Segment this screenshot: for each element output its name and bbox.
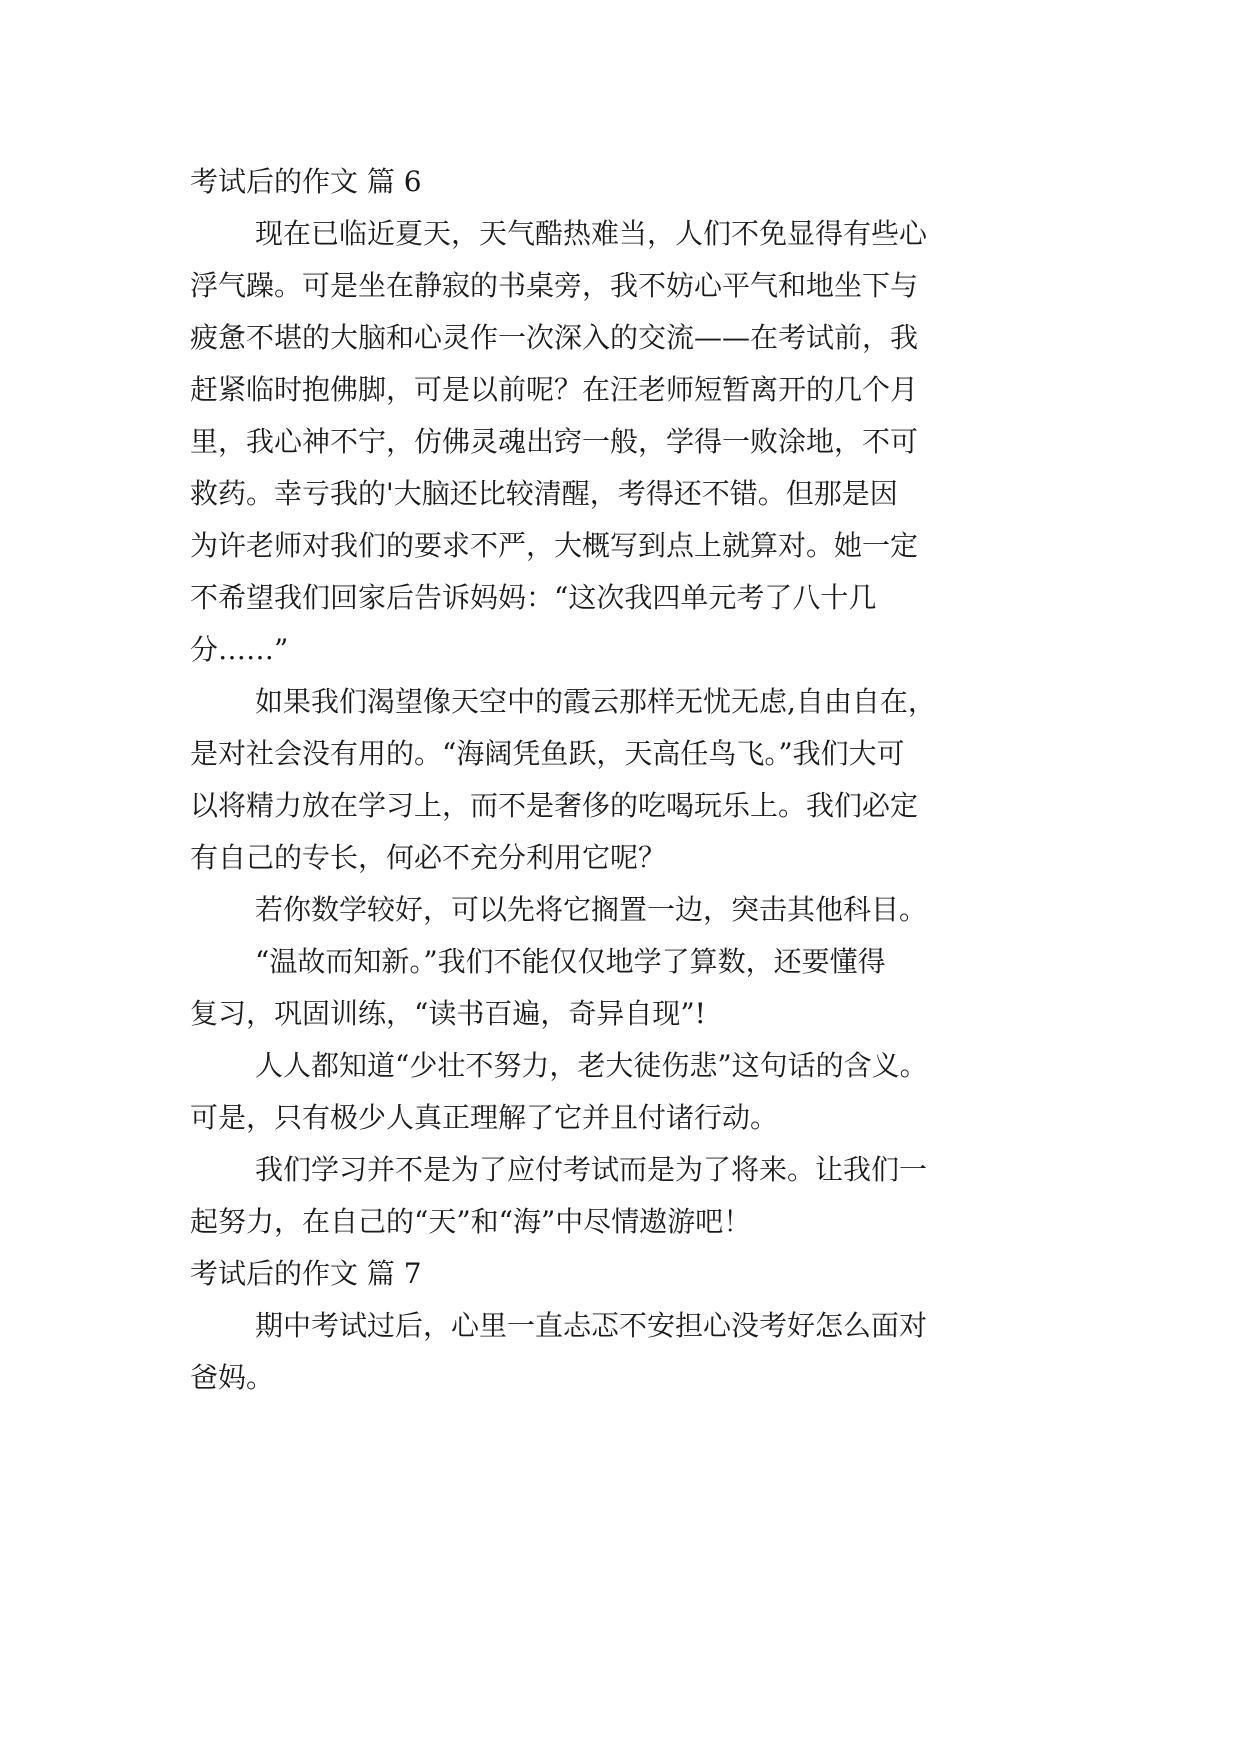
paragraph-line: 起努力，在自己的“天”和“海”中尽情遨游吧！ [190, 1205, 752, 1238]
paragraph-line: 赶紧临时抱佛脚，可是以前呢？在汪老师短暂离开的几个月 [190, 373, 919, 406]
paragraph-line: 期中考试过后，心里一直忐忑不安担心没考好怎么面对 [255, 1309, 928, 1342]
paragraph-line: 为许老师对我们的要求不严，大概写到点上就算对。她一定 [190, 529, 919, 562]
paragraph-line: “温故而知新。”我们不能仅仅地学了算数，还要懂得 [255, 945, 886, 978]
paragraph-line: 若你数学较好，可以先将它搁置一边，突击其他科目。 [255, 893, 928, 926]
paragraph-line: 分……” [190, 633, 289, 666]
paragraph-line: 现在已临近夏天，天气酷热难当，人们不免显得有些心 [255, 217, 928, 250]
paragraph-line: 有自己的专长，何必不充分利用它呢？ [190, 841, 667, 874]
section-heading: 考试后的作文 篇 6 [190, 165, 422, 198]
section-heading: 考试后的作文 篇 7 [190, 1257, 422, 1290]
paragraph-line: 复习，巩固训练，“读书百遍，奇异自现”! [190, 997, 706, 1030]
paragraph-line: 浮气躁。可是坐在静寂的书桌旁，我不妨心平气和地坐下与 [190, 269, 919, 302]
paragraph-line: 救药。幸亏我的'大脑还比较清醒，考得还不错。但那是因 [190, 477, 898, 510]
paragraph-line: 我们学习并不是为了应付考试而是为了将来。让我们一 [255, 1153, 928, 1186]
paragraph-line: 以将精力放在学习上，而不是奢侈的吃喝玩乐上。我们必定 [190, 789, 919, 822]
paragraph-line: 人人都知道“少壮不努力，老大徒伤悲”这句话的含义。 [255, 1049, 928, 1082]
paragraph-line: 里，我心神不宁，仿佛灵魂出窍一般，学得一败涂地，不可 [190, 425, 919, 458]
paragraph-line: 爸妈。 [190, 1361, 275, 1394]
paragraph-line: 可是，只有极少人真正理解了它并且付诸行动。 [190, 1101, 779, 1134]
paragraph-line: 如果我们渴望像天空中的霞云那样无忧无虑,自由自在， [255, 685, 936, 718]
paragraph-line: 不希望我们回家后告诉妈妈：“这次我四单元考了八十几 [190, 581, 877, 614]
paragraph-line: 是对社会没有用的。“海阔凭鱼跃，天高任鸟飞。”我们大可 [190, 737, 905, 770]
paragraph-line: 疲惫不堪的大脑和心灵作一次深入的交流——在考试前，我 [190, 321, 919, 354]
